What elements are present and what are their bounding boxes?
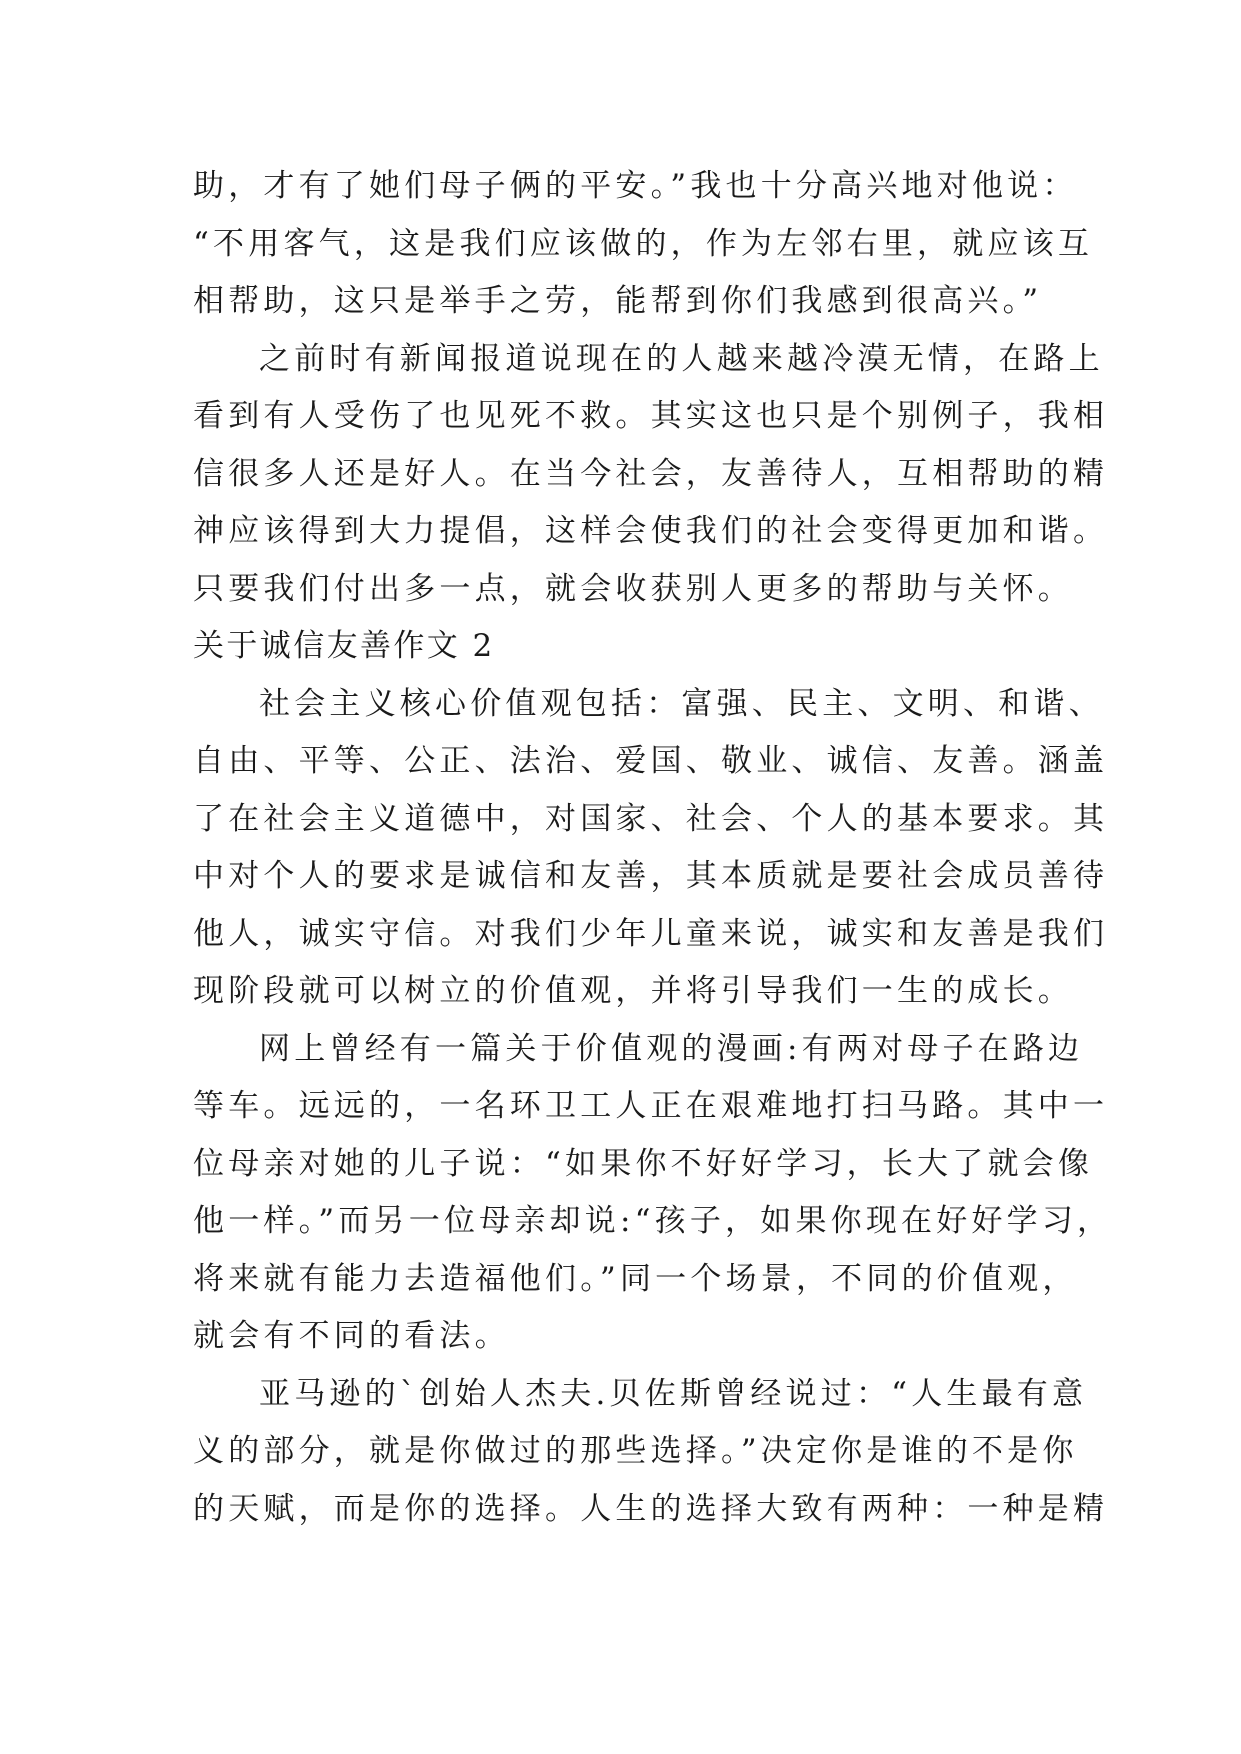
text-line: 看到有人受伤了也见死不救。其实这也只是个别例子，我相 bbox=[193, 398, 1109, 434]
text-line: 信很多人还是好人。在当今社会，友善待人，互相帮助的精 bbox=[193, 455, 1109, 492]
text-line: 就会有不同的看法。 bbox=[193, 1318, 510, 1354]
document-body bbox=[193, 158, 1113, 1538]
text-line: 等车。远远的，一名环卫工人正在艰难地打扫马路。其中一 bbox=[193, 1088, 1109, 1124]
text-line: 相帮助，这只是举手之劳，能帮到你们我感到很高兴。” bbox=[193, 283, 1043, 319]
text-line: 助，才有了她们母子俩的平安。”我也十分高兴地对他说： bbox=[193, 168, 1078, 204]
text-line: 将来就有能力去造福他们。”同一个场景，不同的价值观， bbox=[193, 1260, 1078, 1297]
text-line: 位母亲对她的儿子说：“如果你不好好学习，长大了就会像 bbox=[193, 1145, 1094, 1182]
section-heading: 关于诚信友善作文 2 bbox=[193, 628, 495, 664]
text-line: 神应该得到大力提倡，这样会使我们的社会变得更加和谐。 bbox=[193, 513, 1109, 549]
text-line: 义的部分，就是你做过的那些选择。”决定你是谁的不是你 bbox=[193, 1433, 1078, 1469]
paragraph-first-line: 之前时有新闻报道说现在的人越来越冷漠无情，在路上 bbox=[259, 340, 1104, 377]
text-line: 现阶段就可以树立的价值观，并将引导我们一生的成长。 bbox=[193, 973, 1073, 1009]
paragraph-first-line: 亚马逊的`创始人杰夫.贝佐斯曾经说过：“人生最有意 bbox=[259, 1375, 1088, 1412]
paragraph-first-line: 网上曾经有一篇关于价值观的漫画:有两对母子在路边 bbox=[259, 1030, 1084, 1067]
text-line: 中对个人的要求是诚信和友善，其本质就是要社会成员善待 bbox=[193, 858, 1109, 894]
text-line: 他人，诚实守信。对我们少年儿童来说，诚实和友善是我们 bbox=[193, 915, 1109, 952]
text-line: 了在社会主义道德中，对国家、社会、个人的基本要求。其 bbox=[193, 800, 1109, 837]
text-line: 他一样。”而另一位母亲却说:“孩子，如果你现在好好学习， bbox=[193, 1203, 1113, 1239]
text-line: “不用客气，这是我们应该做的，作为左邻右里，就应该互 bbox=[193, 225, 1094, 262]
paragraph-first-line: 社会主义核心价值观包括：富强、民主、文明、和谐、 bbox=[259, 685, 1104, 722]
text-line: 只要我们付出多一点，就会收获别人更多的帮助与关怀。 bbox=[193, 570, 1073, 607]
text-line: 自由、平等、公正、法治、爱国、敬业、诚信、友善。涵盖 bbox=[193, 743, 1109, 779]
text-line: 的天赋，而是你的选择。人生的选择大致有两种：一种是精 bbox=[193, 1490, 1109, 1527]
